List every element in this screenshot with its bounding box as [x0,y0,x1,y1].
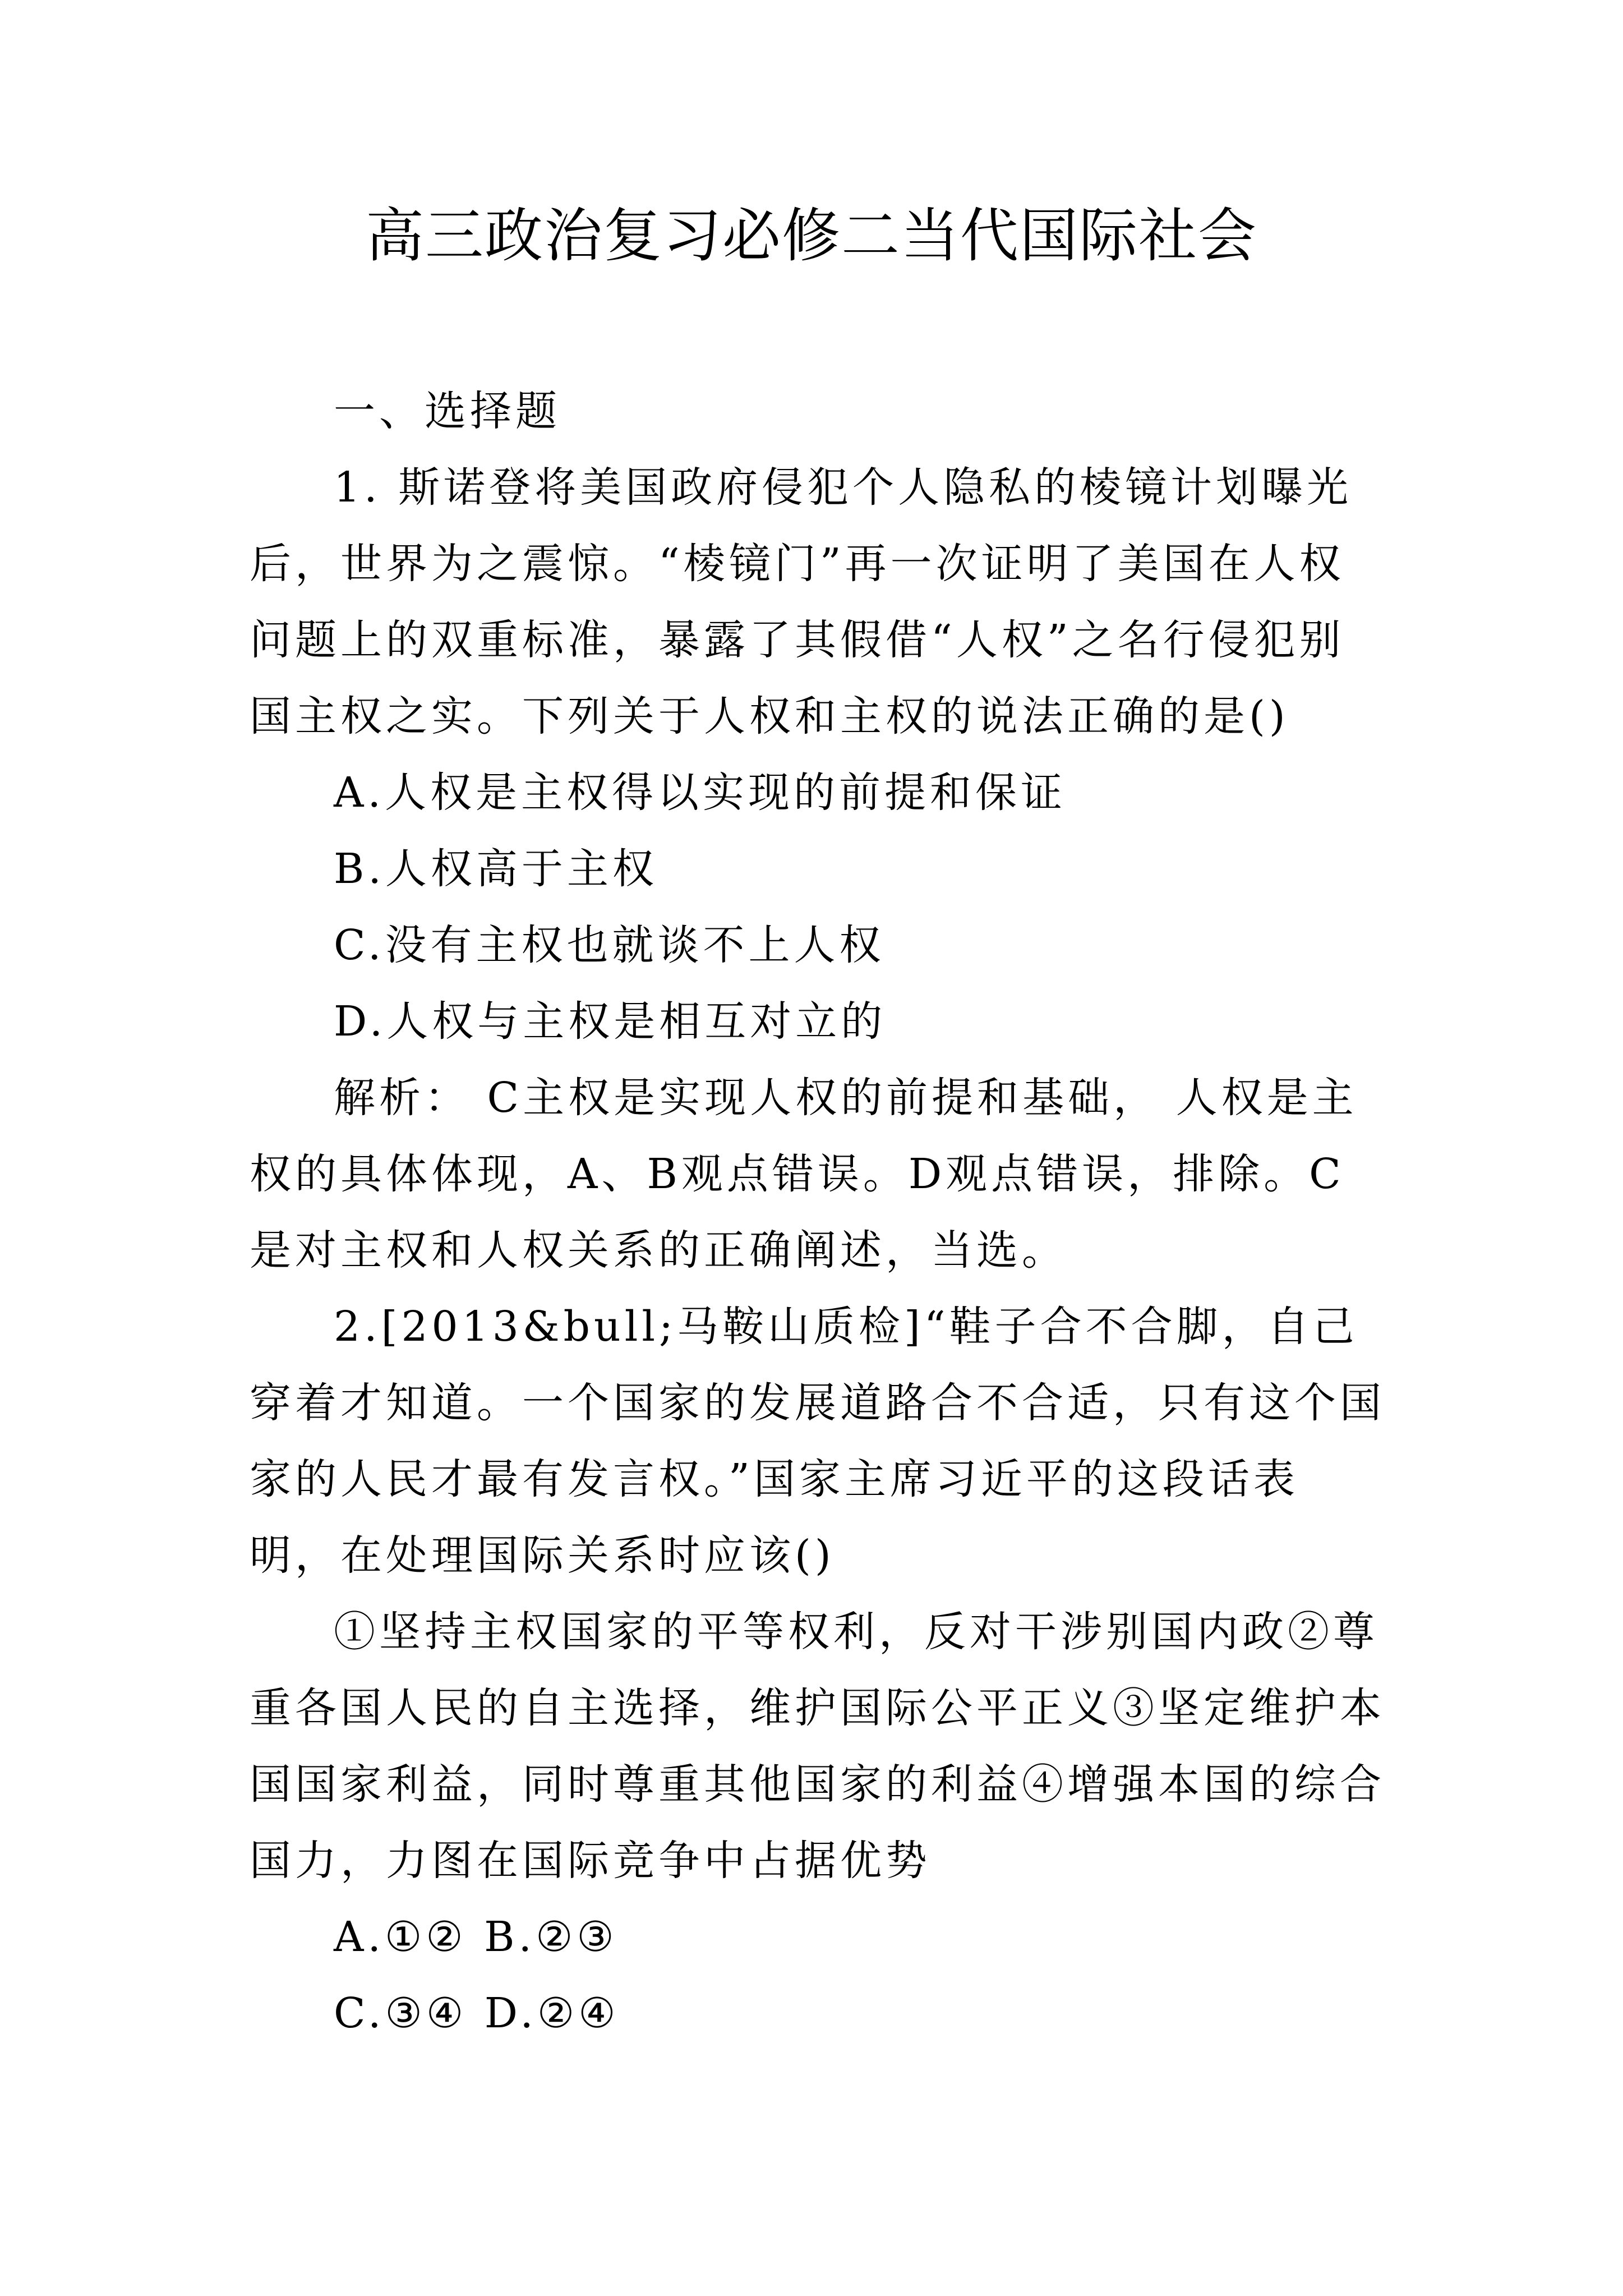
question-2-statements: ①坚持主权国家的平等权利，反对干涉别国内政②尊重各国人民的自主选择，维护国际公平正义③坚定维护本国国家利益，同时尊重其他国家的利益④增强本国的综合国力，力图在国际竞争中占据优势 [250,1608,1385,1885]
question-1-option-a: A.人权是主权得以实现的前提和保证 [334,769,1066,817]
question-1-stem: 1. 斯诺登将美国政府侵犯个人隐私的棱镜计划曝光后，世界为之震惊。“棱镜门”再一次证明了美国在人权问题上的双重标准，暴露了其假借“人权”之名行侵犯别国主权之实。下列关于人权和主权的说法正确的是() [250,463,1353,740]
section-heading: 一、选择题 [334,387,561,435]
question-1-option-d: D.人权与主权是相互对立的 [334,997,887,1046]
question-2-options-cd: C.③④ D.②④ [334,1989,620,2037]
question-2-stem: 2.[2013&bull;马鞍山质检]“鞋子合不合脚，自己穿着才知道。一个国家的发展道路合不合适，只有这个国家的人民才最有发言权。”国家主席习近平的这段话表明，在处理国际关系时应该() [250,1303,1385,1580]
question-1-option-b: B.人权高于主权 [334,845,658,893]
question-1-option-c: C.没有主权也就谈不上人权 [334,921,885,969]
question-1-analysis: 解析： C主权是实现人权的前提和基础， 人权是主权的具体体现，A、B观点错误。D观点错误，排除。C是对主权和人权关系的正确阐述，当选。 [250,1074,1358,1274]
document-body [250,373,1388,2051]
page-title: 高三政治复习必修二当代国际社会 [365,201,1257,270]
question-2-options-ab: A.①② B.②③ [334,1913,618,1961]
